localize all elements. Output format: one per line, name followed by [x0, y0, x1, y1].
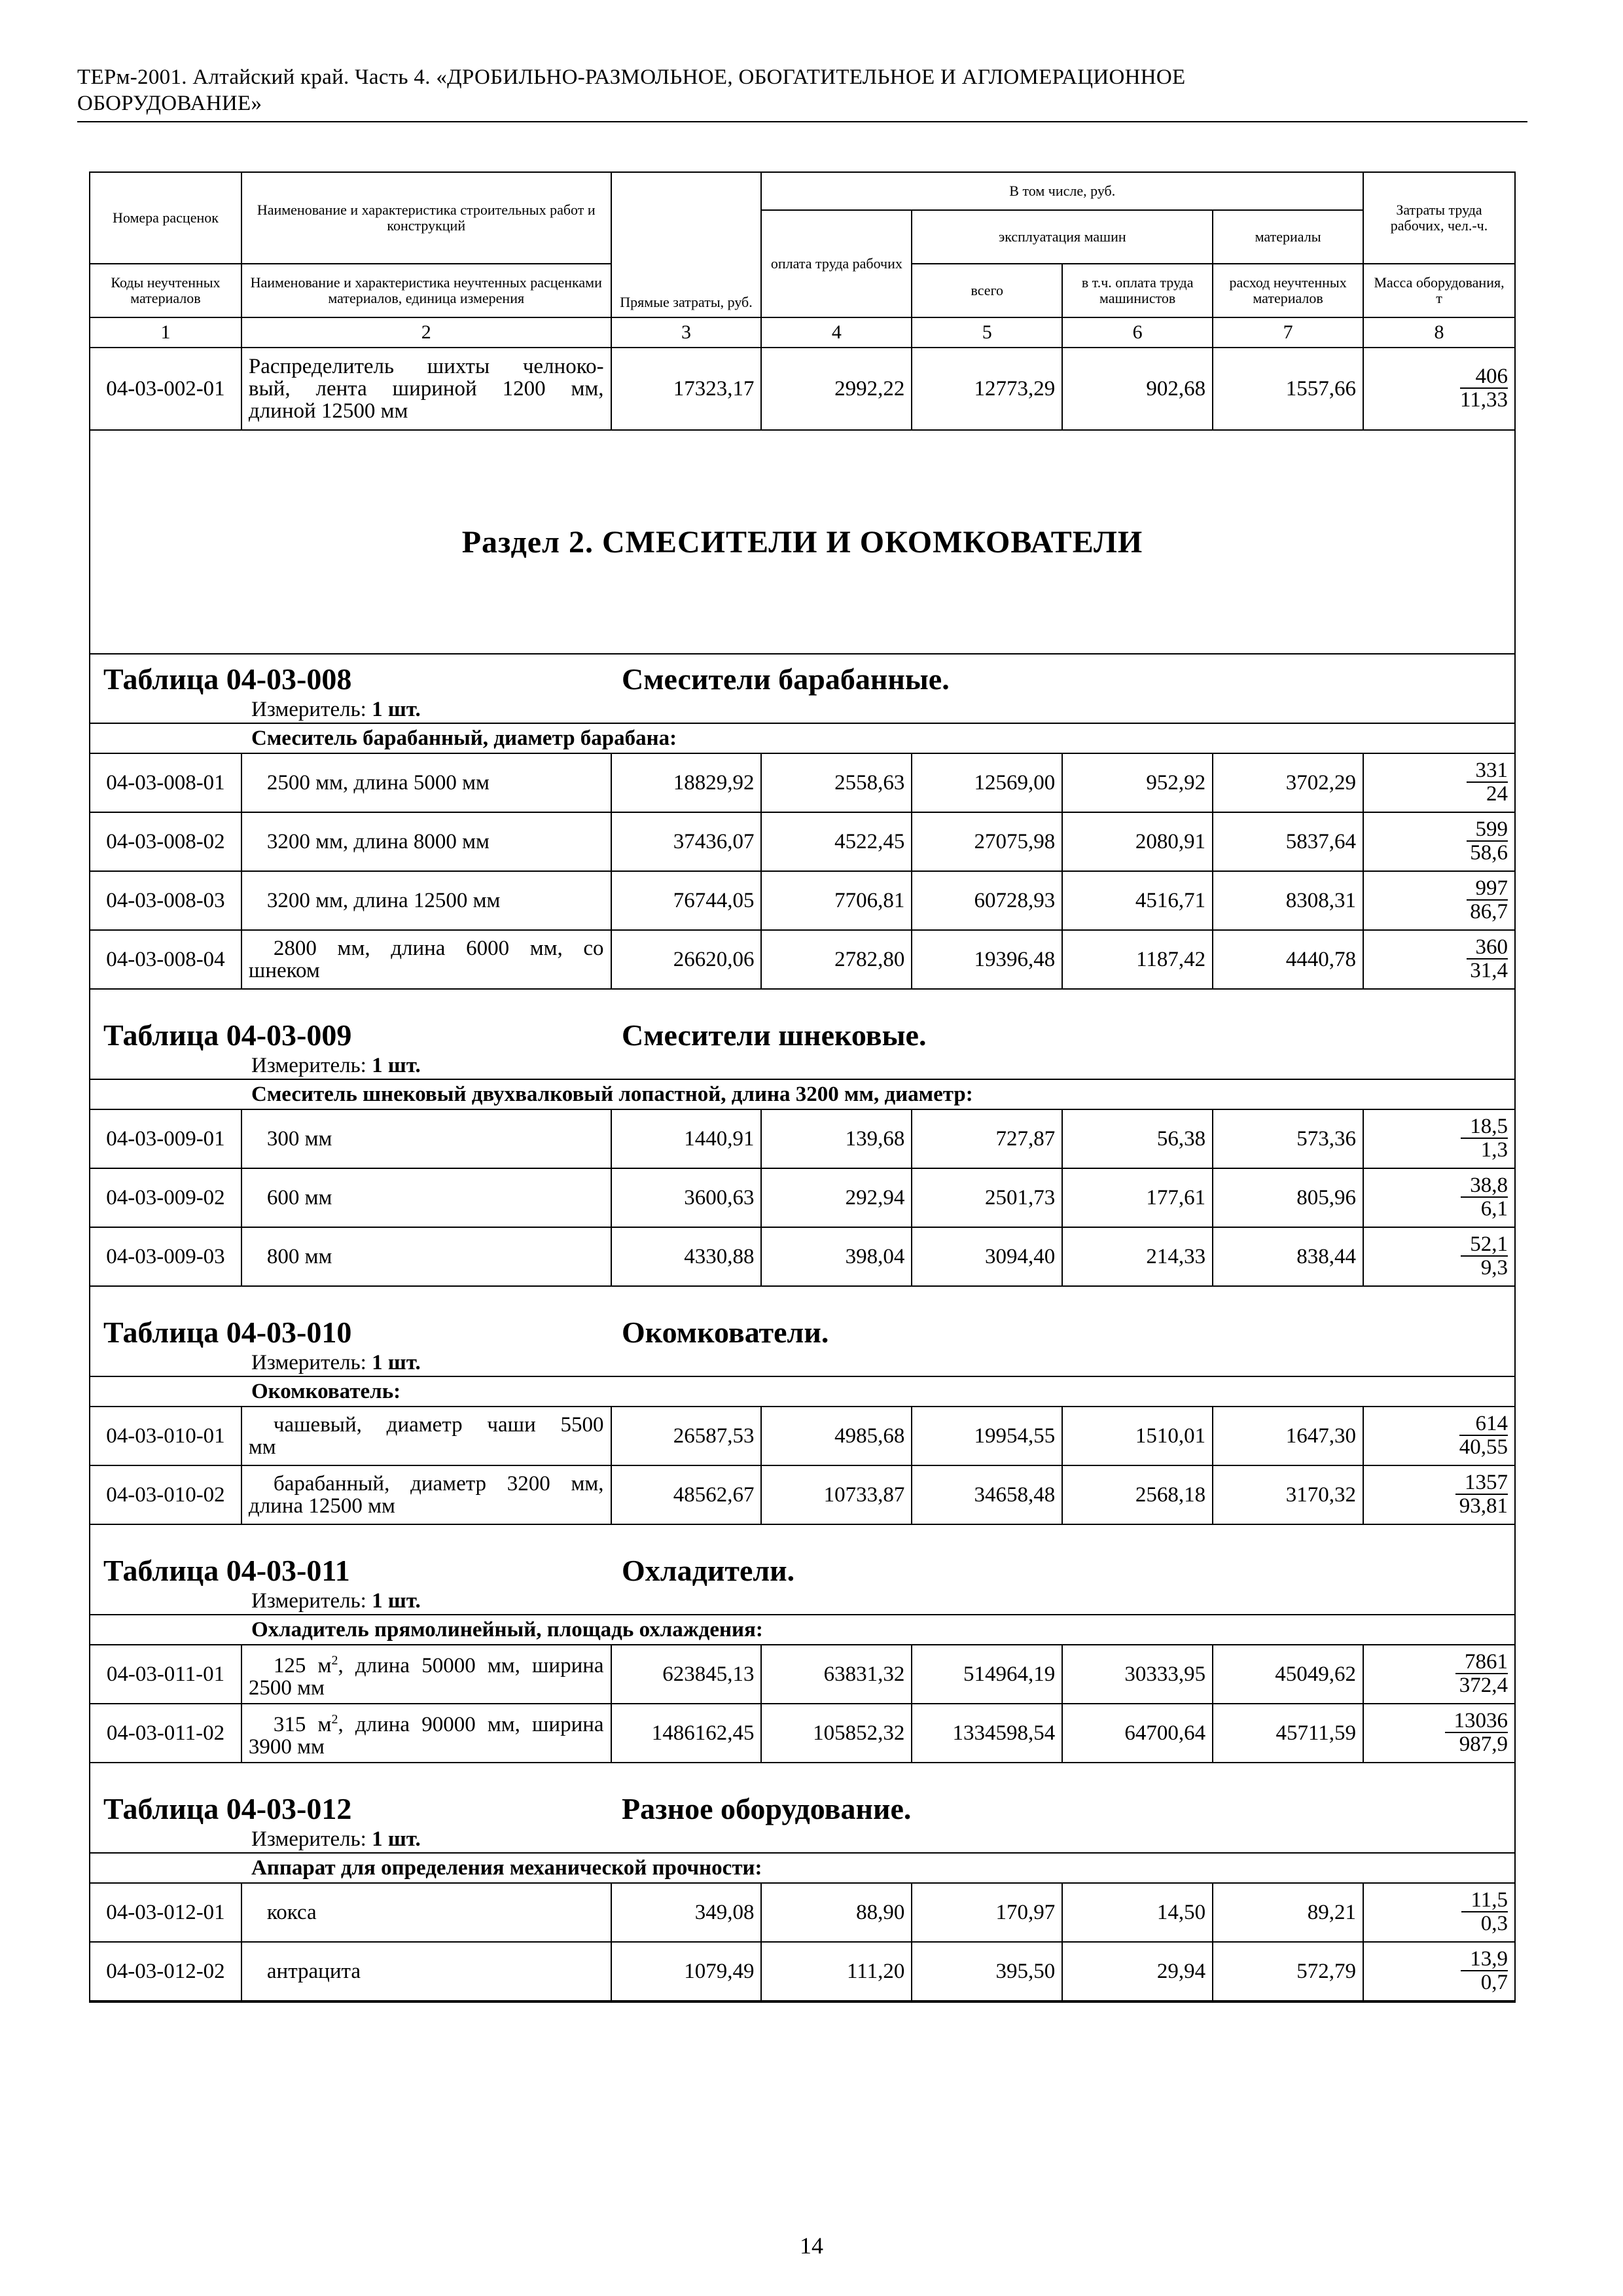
table-row: [90, 930, 1515, 989]
table-number: Таблица 04-03-012: [103, 1792, 352, 1825]
machinist-labor-cost: 30333,95: [1062, 1645, 1213, 1704]
direct-cost: 18829,92: [611, 753, 762, 812]
table-number: Таблица 04-03-008: [103, 662, 352, 696]
area-value: 125 м: [273, 1654, 332, 1677]
labor-mass-fraction: [1363, 930, 1515, 989]
table-title-row: [90, 989, 1515, 1052]
machinist-labor-cost: 1510,01: [1062, 1407, 1213, 1465]
column-number: 2: [241, 317, 611, 348]
measure-value: 1 шт.: [372, 1350, 421, 1374]
equipment-mass: 24: [1486, 782, 1508, 806]
machine-cost: 27075,98: [912, 812, 1062, 871]
labor-hours: 7861: [1455, 1651, 1508, 1674]
rate-description: [241, 1407, 611, 1465]
col7-header: расход неучтенных материалов: [1213, 264, 1363, 317]
machine-cost: 3094,40: [912, 1227, 1062, 1286]
rate-code: 04-03-008-04: [90, 930, 241, 989]
labor-mass-fraction: [1363, 1883, 1515, 1942]
desc-line: длиной 12500 мм: [248, 399, 408, 423]
group-title: Охладитель прямолинейный, площадь охлаждения:: [90, 1615, 1515, 1645]
group-row: [90, 1615, 1515, 1645]
machine-cost: 19954,55: [912, 1407, 1062, 1465]
rate-code: 04-03-008-03: [90, 871, 241, 930]
header-line-2: ОБОРУДОВАНИЕ»: [77, 92, 262, 115]
rate-description: [241, 1645, 611, 1704]
group-title: Смеситель шнековый двухвалковый лопастной, длина 3200 мм, диаметр:: [90, 1079, 1515, 1109]
materials-cost: 5837,64: [1213, 812, 1363, 871]
equipment-mass: 86,7: [1470, 900, 1508, 924]
rate-description: [241, 930, 611, 989]
measure-label: Измеритель:: [251, 1827, 366, 1851]
materials-header: материалы: [1213, 210, 1363, 264]
direct-cost: 4330,88: [611, 1227, 762, 1286]
labor-cost: 139,68: [761, 1109, 912, 1168]
materials-cost: 838,44: [1213, 1227, 1363, 1286]
rate-code: 04-03-010-01: [90, 1407, 241, 1465]
machinist-labor-cost: 902,68: [1062, 348, 1213, 430]
direct-cost: 76744,05: [611, 871, 762, 930]
materials-cost: 573,36: [1213, 1109, 1363, 1168]
equipment-mass: 31,4: [1470, 959, 1508, 982]
materials-cost: 805,96: [1213, 1168, 1363, 1227]
machine-cost: 19396,48: [912, 930, 1062, 989]
direct-cost: 3600,63: [611, 1168, 762, 1227]
measure-value: 1 шт.: [372, 1053, 421, 1077]
labor-cost: 2992,22: [761, 348, 912, 430]
column-number: 6: [1062, 317, 1213, 348]
measure: [90, 696, 1515, 723]
materials-cost: 1647,30: [1213, 1407, 1363, 1465]
page-number: 14: [800, 2233, 823, 2259]
machinist-labor-cost: 64700,64: [1062, 1704, 1213, 1763]
equipment-mass: 987,9: [1459, 1732, 1508, 1756]
desc-line: [249, 1649, 604, 1677]
rate-description: 800 мм: [241, 1227, 611, 1286]
materials-cost: 1557,66: [1213, 348, 1363, 430]
labor-cost: 2782,80: [761, 930, 912, 989]
table-name: Смесители барабанные.: [622, 662, 950, 696]
equipment-mass: 58,6: [1470, 841, 1508, 865]
labor-mass-fraction: [1363, 753, 1515, 812]
labor-mass-fraction: [1363, 1227, 1515, 1286]
rate-code: 04-03-009-02: [90, 1168, 241, 1227]
equipment-mass: 372,4: [1459, 1674, 1508, 1697]
measure-row: [90, 1588, 1515, 1615]
machine-cost: 12569,00: [912, 753, 1062, 812]
column-numbers-row: [90, 317, 1515, 348]
equipment-mass: 0,3: [1480, 1912, 1508, 1935]
equipment-mass: 0,7: [1480, 1971, 1508, 1994]
column-number: 8: [1363, 317, 1515, 348]
rate-code: 04-03-012-02: [90, 1942, 241, 2001]
table-title-row: [90, 1763, 1515, 1826]
table-number: Таблица 04-03-009: [103, 1018, 352, 1052]
col4-header: оплата труда рабочих: [761, 210, 912, 317]
equipment-mass: 11,33: [1459, 388, 1508, 412]
labor-mass-fraction: [1363, 871, 1515, 930]
col3-header: Прямые затраты, руб.: [611, 172, 762, 317]
labor-hours: 1357: [1455, 1471, 1508, 1495]
column-number: 3: [611, 317, 762, 348]
materials-cost: 8308,31: [1213, 871, 1363, 930]
rate-code: 04-03-008-01: [90, 753, 241, 812]
table-title: [90, 989, 1515, 1052]
direct-cost: 26620,06: [611, 930, 762, 989]
table-row: [90, 753, 1515, 812]
desc-line: 2800 мм, длина 6000 мм, со: [273, 937, 604, 960]
labor-cost: 2558,63: [761, 753, 912, 812]
labor-cost: 398,04: [761, 1227, 912, 1286]
labor-mass-fraction: [1363, 1942, 1515, 2001]
direct-cost: 1440,91: [611, 1109, 762, 1168]
direct-cost: 17323,17: [611, 348, 762, 430]
labor-hours: 11,5: [1461, 1889, 1508, 1912]
machine-cost: 727,87: [912, 1109, 1062, 1168]
rate-description: 3200 мм, длина 12500 мм: [241, 871, 611, 930]
measure-label: Измеритель:: [251, 1588, 366, 1613]
table-row: [90, 1465, 1515, 1524]
machinist-labor-cost: 4516,71: [1062, 871, 1213, 930]
direct-cost: 48562,67: [611, 1465, 762, 1524]
labor-cost: 63831,32: [761, 1645, 912, 1704]
labor-cost: 88,90: [761, 1883, 912, 1942]
column-number: 1: [90, 317, 241, 348]
desc-rest: , длина 50000 мм, ширина: [338, 1654, 604, 1677]
table-row: [90, 1704, 1515, 1763]
group-row: [90, 723, 1515, 753]
rate-code: 04-03-010-02: [90, 1465, 241, 1524]
labor-hours: 599: [1467, 818, 1508, 842]
materials-cost: 45711,59: [1213, 1704, 1363, 1763]
machinist-labor-cost: 1187,42: [1062, 930, 1213, 989]
table-name: Разное оборудование.: [622, 1792, 912, 1825]
direct-cost: 349,08: [611, 1883, 762, 1942]
measure-row: [90, 1052, 1515, 1079]
labor-mass-fraction: [1363, 1168, 1515, 1227]
col8-bottom-header: Масса оборудования, т: [1363, 264, 1515, 317]
desc-line: [249, 1708, 604, 1736]
table-name: Охладители.: [622, 1554, 795, 1587]
measure: [90, 1588, 1515, 1615]
desc-line: шнеком: [248, 959, 320, 982]
labor-cost: 292,94: [761, 1168, 912, 1227]
machinist-labor-cost: 952,92: [1062, 753, 1213, 812]
rate-code: 04-03-012-01: [90, 1883, 241, 1942]
materials-cost: 89,21: [1213, 1883, 1363, 1942]
measure-label: Измеритель:: [251, 697, 366, 721]
col6-header: в т.ч. оплата труда машинистов: [1062, 264, 1213, 317]
measure: [90, 1826, 1515, 1853]
direct-cost: 623845,13: [611, 1645, 762, 1704]
measure: [90, 1350, 1515, 1376]
table-name: Окомкователи.: [622, 1316, 829, 1349]
table-name: Смесители шнековые.: [622, 1018, 927, 1052]
materials-cost: 572,79: [1213, 1942, 1363, 2001]
header-divider: [77, 121, 1527, 122]
measure-row: [90, 1350, 1515, 1376]
group-title: Смеситель барабанный, диаметр барабана:: [90, 723, 1515, 753]
labor-mass-fraction: [1363, 1407, 1515, 1465]
rate-description: [241, 1704, 611, 1763]
table-number: Таблица 04-03-011: [103, 1554, 350, 1587]
labor-hours: 360: [1467, 936, 1508, 960]
table-row: [90, 1227, 1515, 1286]
machine-cost: 395,50: [912, 1942, 1062, 2001]
col1-top-header: Номера расценок: [90, 172, 241, 264]
table-title-row: [90, 1524, 1515, 1588]
measure-row: [90, 1826, 1515, 1853]
rate-code: 04-03-011-02: [90, 1704, 241, 1763]
section-row: [90, 430, 1515, 654]
section-title: Раздел 2. СМЕСИТЕЛИ И ОКОМКОВАТЕЛИ: [90, 430, 1515, 654]
measure-value: 1 шт.: [372, 1588, 421, 1613]
labor-cost: 105852,32: [761, 1704, 912, 1763]
header-row-1: [90, 172, 1515, 210]
labor-mass-fraction: [1363, 1109, 1515, 1168]
machines-header: эксплуатация машин: [912, 210, 1213, 264]
table-title-row: [90, 1286, 1515, 1350]
table-title: [90, 1524, 1515, 1588]
machinist-labor-cost: 2568,18: [1062, 1465, 1213, 1524]
measure-row: [90, 696, 1515, 723]
materials-cost: 3702,29: [1213, 753, 1363, 812]
direct-cost: 1079,49: [611, 1942, 762, 2001]
machine-cost: 34658,48: [912, 1465, 1062, 1524]
rate-description: антрацита: [241, 1942, 611, 2001]
incl-header: В том числе, руб.: [761, 172, 1363, 210]
labor-hours: 614: [1459, 1412, 1508, 1436]
desc-line: длина 12500 мм: [248, 1494, 395, 1518]
machinist-labor-cost: 2080,91: [1062, 812, 1213, 871]
rates-table: [89, 171, 1516, 2003]
rate-description: [241, 348, 611, 430]
machinist-labor-cost: 177,61: [1062, 1168, 1213, 1227]
col8-top-header: Затраты труда рабочих, чел.-ч.: [1363, 172, 1515, 264]
desc-line: вый, лента шириной 1200 мм,: [248, 377, 604, 401]
rate-description: 300 мм: [241, 1109, 611, 1168]
direct-cost: 1486162,45: [611, 1704, 762, 1763]
col5-header: всего: [912, 264, 1062, 317]
rate-description: [241, 1465, 611, 1524]
equipment-mass: 93,81: [1459, 1494, 1508, 1518]
rate-code: 04-03-008-02: [90, 812, 241, 871]
labor-hours: 18,5: [1461, 1115, 1508, 1139]
labor-mass-fraction: [1363, 1704, 1515, 1763]
measure-value: 1 шт.: [372, 697, 421, 721]
labor-cost: 4985,68: [761, 1407, 912, 1465]
table-row: [90, 348, 1515, 430]
table-row: [90, 812, 1515, 871]
rate-description: 600 мм: [241, 1168, 611, 1227]
table-row: [90, 1168, 1515, 1227]
labor-cost: 7706,81: [761, 871, 912, 930]
machine-cost: 1334598,54: [912, 1704, 1062, 1763]
equipment-mass: 9,3: [1480, 1256, 1508, 1280]
group-title: Аппарат для определения механической прочности:: [90, 1853, 1515, 1883]
materials-cost: 45049,62: [1213, 1645, 1363, 1704]
table-row: [90, 871, 1515, 930]
labor-hours: 13,9: [1461, 1948, 1508, 1971]
group-title: Окомкователь:: [90, 1376, 1515, 1407]
column-number: 7: [1213, 317, 1363, 348]
col1-bottom-header: Коды неучтенных материалов: [90, 264, 241, 317]
equipment-mass: 40,55: [1459, 1435, 1508, 1459]
table-title: [90, 1286, 1515, 1350]
desc-line: мм: [248, 1435, 276, 1459]
labor-cost: 10733,87: [761, 1465, 912, 1524]
machinist-labor-cost: 56,38: [1062, 1109, 1213, 1168]
labor-mass-fraction: [1363, 1465, 1515, 1524]
col2-top-header: Наименование и характеристика строительных работ и конструкций: [241, 172, 611, 264]
labor-hours: 997: [1467, 877, 1508, 901]
desc-line: чашевый, диаметр чаши 5500: [273, 1413, 604, 1437]
labor-hours: 52,1: [1461, 1233, 1508, 1257]
rate-code: 04-03-009-01: [90, 1109, 241, 1168]
labor-hours: 331: [1467, 759, 1508, 783]
table-row: [90, 1942, 1515, 2001]
rate-code: 04-03-002-01: [90, 348, 241, 430]
rate-description: 3200 мм, длина 8000 мм: [241, 812, 611, 871]
group-row: [90, 1853, 1515, 1883]
measure-value: 1 шт.: [372, 1827, 421, 1851]
table-row: [90, 1109, 1515, 1168]
superscript: 2: [331, 1653, 338, 1668]
labor-hours: 38,8: [1461, 1174, 1508, 1198]
rate-description: 2500 мм, длина 5000 мм: [241, 753, 611, 812]
column-number: 5: [912, 317, 1062, 348]
machine-cost: 2501,73: [912, 1168, 1062, 1227]
table-row: [90, 1883, 1515, 1942]
group-row: [90, 1079, 1515, 1109]
rate-description: кокса: [241, 1883, 611, 1942]
measure-label: Измеритель:: [251, 1350, 366, 1374]
table-title-row: [90, 654, 1515, 696]
desc-line: 2500 мм: [248, 1676, 325, 1700]
machine-cost: 170,97: [912, 1883, 1062, 1942]
machine-cost: 60728,93: [912, 871, 1062, 930]
table-row: [90, 1645, 1515, 1704]
direct-cost: 37436,07: [611, 812, 762, 871]
labor-hours: 406: [1460, 365, 1508, 389]
table-title: [90, 654, 1515, 696]
equipment-mass: 6,1: [1480, 1197, 1508, 1221]
labor-mass-fraction: [1363, 348, 1515, 430]
labor-cost: 111,20: [761, 1942, 912, 2001]
labor-cost: 4522,45: [761, 812, 912, 871]
materials-cost: 3170,32: [1213, 1465, 1363, 1524]
machine-cost: 12773,29: [912, 348, 1062, 430]
desc-line: 3900 мм: [248, 1735, 325, 1759]
table-title: [90, 1763, 1515, 1826]
machine-cost: 514964,19: [912, 1645, 1062, 1704]
desc-rest: , длина 90000 мм, ширина: [338, 1713, 604, 1736]
header-line-1: ТЕРм-2001. Алтайский край. Часть 4. «ДРОБИЛЬНО-РАЗМОЛЬНОЕ, ОБОГАТИТЕЛЬНОЕ И АГЛОМЕРАЦИОННОЕ: [77, 65, 1186, 89]
table-number: Таблица 04-03-010: [103, 1316, 352, 1349]
col2-bottom-header: Наименование и характеристика неучтенных расценками материалов, единица измерения: [241, 264, 611, 317]
direct-cost: 26587,53: [611, 1407, 762, 1465]
desc-line: Распределитель шихты челноко-: [248, 355, 604, 378]
equipment-mass: 1,3: [1480, 1138, 1508, 1162]
measure: [90, 1052, 1515, 1079]
machinist-labor-cost: 29,94: [1062, 1942, 1213, 2001]
machinist-labor-cost: 214,33: [1062, 1227, 1213, 1286]
rate-code: 04-03-011-01: [90, 1645, 241, 1704]
table-row: [90, 1407, 1515, 1465]
page-header: [77, 64, 1527, 117]
desc-line: барабанный, диаметр 3200 мм,: [273, 1472, 604, 1496]
area-value: 315 м: [273, 1713, 332, 1736]
labor-mass-fraction: [1363, 812, 1515, 871]
superscript: 2: [331, 1712, 338, 1727]
machinist-labor-cost: 14,50: [1062, 1883, 1213, 1942]
column-number: 4: [761, 317, 912, 348]
materials-cost: 4440,78: [1213, 930, 1363, 989]
group-row: [90, 1376, 1515, 1407]
rate-code: 04-03-009-03: [90, 1227, 241, 1286]
measure-label: Измеритель:: [251, 1053, 366, 1077]
labor-hours: 13036: [1445, 1710, 1508, 1733]
labor-mass-fraction: [1363, 1645, 1515, 1704]
